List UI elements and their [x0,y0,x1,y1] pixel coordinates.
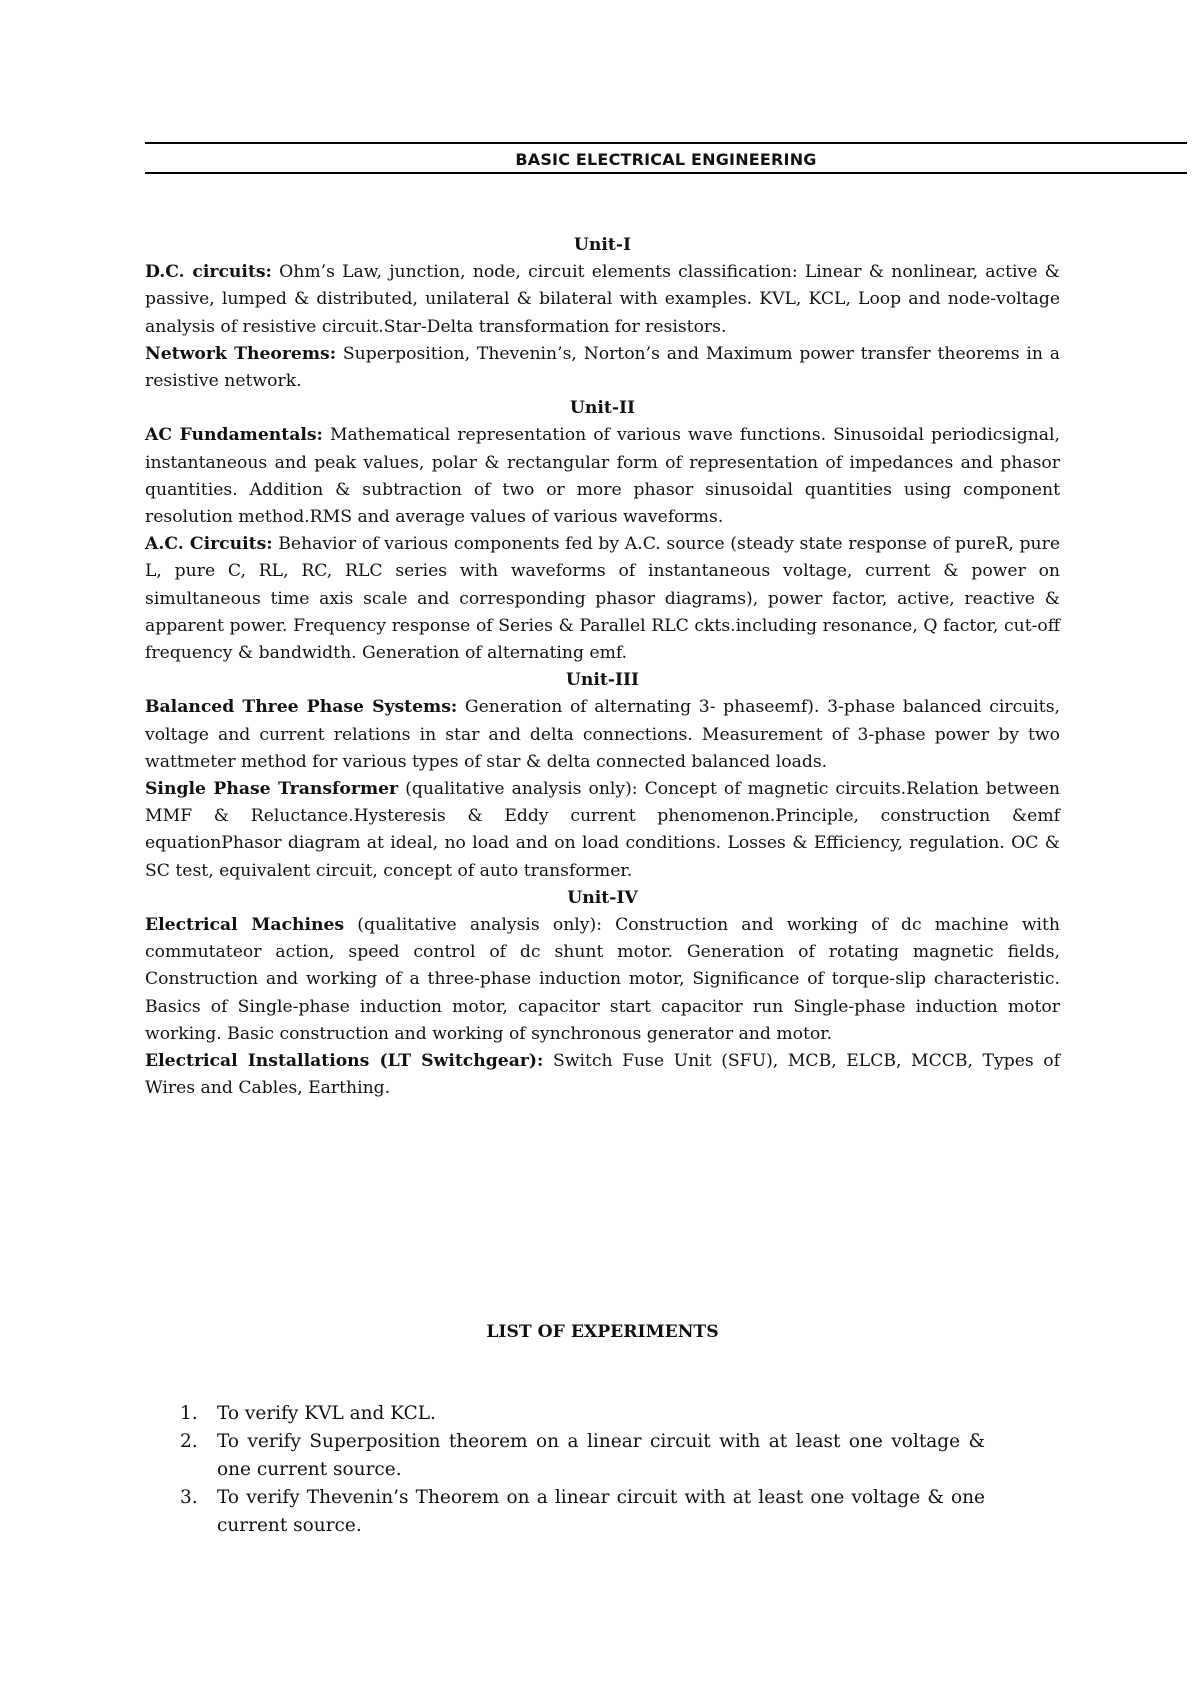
document-title: BASIC ELECTRICAL ENGINEERING [515,150,817,169]
list-item [145,1484,985,1540]
topic-label: D.C. circuits: [145,262,272,283]
list-item-number: 3. [180,1487,198,1508]
header-bottom-rule [145,172,1187,174]
syllabus-paragraph [145,422,1060,531]
syllabus-body [145,232,1060,1103]
topic-text: Behavior of various components fed by A.C. source (steady state response of pureR, pure L, pure C, RL, RC, RLC series with waveforms of instantaneous voltage, current & power on simultaneous time axis scale and corresponding phasor diagrams), power factor, active, reactive & apparent power. Frequency response of Series & Parallel RLC ckts.including resonance, Q factor, cut-off frequency & bandwidth. Generation of alternating emf. [145,534,1060,664]
header-top-rule [145,142,1187,144]
unit-heading: Unit-I [573,235,632,255]
topic-text: Superposition, Thevenin’s, Norton’s and Maximum power transfer theorems in a resistive network. [145,343,1060,392]
topic-label: Balanced Three Phase Systems: [145,697,458,718]
list-item-text: To verify KVL and KCL. [217,1403,436,1424]
unit-heading: Unit-III [565,670,640,691]
unit-heading: Unit-II [569,398,636,419]
syllabus-paragraph [145,531,1060,667]
topic-text: (qualitative analysis only): Construction and working of dc machine with commutateor action, speed control of dc shunt motor. Generation of rotating magnetic fields, Construction and working of a three-phase induction motor, Significance of torque-slip characteristic. Basics of Single-phase induction motor, capacitor start capacitor run Single-phase induction motor working. Basic construction and working of synchronous generator and motor. [145,915,1060,1044]
syllabus-paragraph [145,1048,1060,1102]
topic-label: Network Theorems: [145,343,337,364]
topic-text: Generation of alternating 3- phaseemf). 3-phase balanced circuits, voltage and current relations in star and delta connections. Measurement of 3-phase power by two wattmeter method for various types of star & delta connected balanced loads. [145,697,1060,772]
experiments-title: LIST OF EXPERIMENTS [486,1322,719,1342]
list-item [145,1428,985,1484]
syllabus-paragraph [145,694,1060,776]
topic-text: Switch Fuse Unit (SFU), MCB, ELCB, MCCB, Types of Wires and Cables, Earthing. [145,1051,1061,1099]
list-item-number: 1. [180,1403,198,1424]
topic-text: (qualitative analysis only): Concept of magnetic circuits.Relation between MMF & Reluctance.Hysteresis & Eddy current phenomenon.Principle, construction &emf equationPhasor diagram at ideal, no load and on load conditions. Losses & Efficiency, regulation. OC & SC test, equivalent circuit, concept of auto transformer. [145,779,1060,881]
syllabus-paragraph [145,341,1060,395]
topic-text: Mathematical representation of various wave functions. Sinusoidal periodicsignal, instantaneous and peak values, polar & rectangular form of representation of impedances and phasor quantities. Addition & subtraction of two or more phasor sinusoidal quantities using component resolution method.RMS and average values of various waveforms. [145,425,1060,528]
list-item-text: To verify Superposition theorem on a linear circuit with at least one voltage & one current source. [217,1431,985,1480]
topic-label: Electrical Installations (LT Switchgear): [145,1051,544,1072]
list-item-number: 2. [180,1431,198,1452]
syllabus-paragraph [145,259,1060,341]
topic-label: A.C. Circuits: [145,534,273,555]
experiments-list [145,1400,985,1540]
syllabus-paragraph [145,776,1060,885]
topic-text: Ohm’s Law, junction, node, circuit elements classification: Linear & nonlinear, active & passive, lumped & distributed, unilateral & bilateral with examples. KVL, KCL, Loop and node-voltage analysis of resistive circuit.Star-Delta transformation for resistors. [145,262,1060,337]
topic-label: AC Fundamentals: [145,425,323,446]
list-item-text: To verify Thevenin’s Theorem on a linear circuit with at least one voltage & one current source. [217,1487,985,1536]
list-item [145,1400,985,1428]
unit-heading: Unit-IV [567,887,638,908]
syllabus-paragraph [145,912,1060,1048]
topic-label: Electrical Machines [145,915,345,936]
topic-label: Single Phase Transformer [145,779,399,800]
